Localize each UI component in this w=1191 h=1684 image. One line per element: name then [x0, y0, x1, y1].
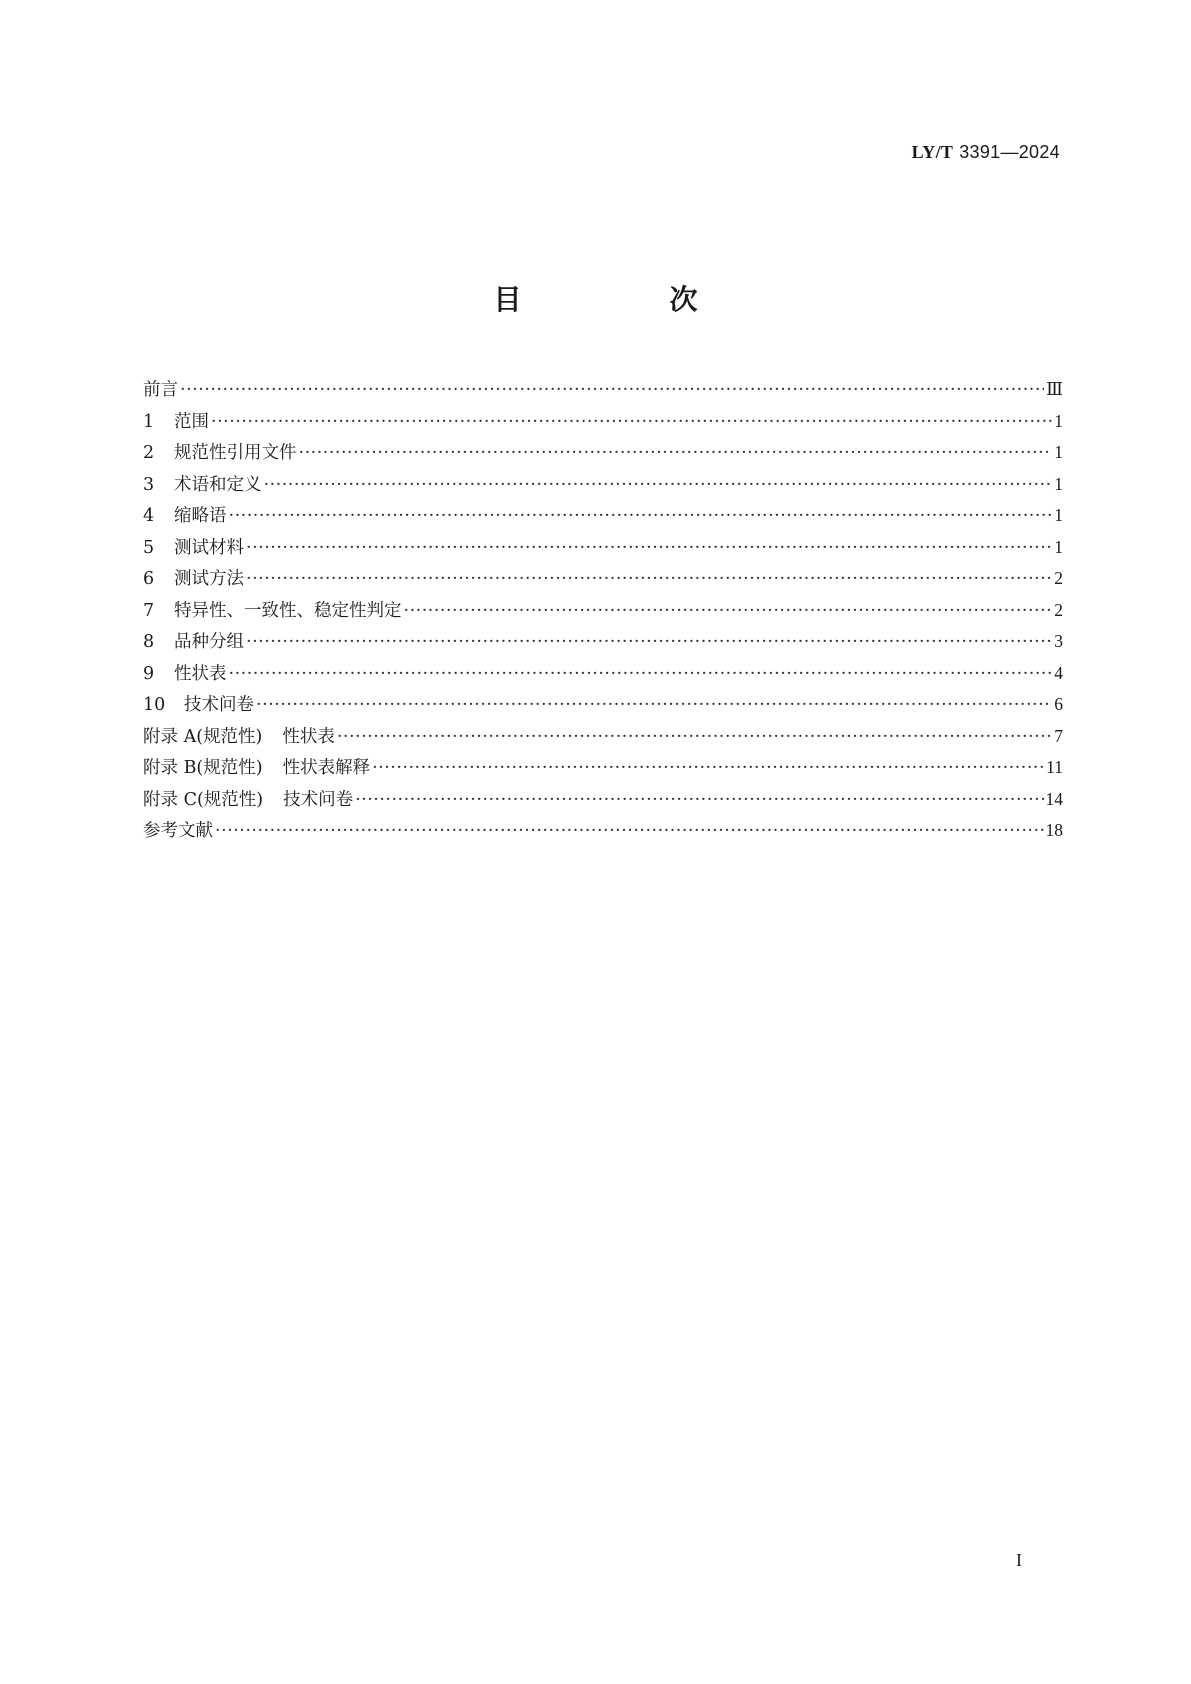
toc-dot-leader	[229, 501, 1053, 533]
toc-entry-5[interactable]	[143, 532, 1063, 564]
toc-entry-page: 1	[1054, 442, 1063, 462]
toc-entry-page: 3	[1054, 631, 1063, 651]
page-number: I	[1016, 1550, 1022, 1570]
toc-entry-label: 附录 B(规范性) 性状表解释	[143, 758, 371, 778]
toc-entry-number: 7	[143, 600, 155, 621]
toc-entry-7[interactable]	[143, 595, 1063, 627]
toc-entry-number: 6	[143, 569, 155, 589]
toc-dot-leader	[404, 596, 1053, 628]
toc-entry-10[interactable]	[143, 689, 1063, 721]
toc-entry-number: 3	[143, 474, 155, 495]
toc-entry-number: 9	[143, 663, 155, 684]
toc-entry-number: 5	[143, 537, 155, 558]
toc-entry-page: 4	[1054, 662, 1063, 683]
toc-entry-label: 参考文献	[143, 821, 213, 841]
toc-entry-page: 18	[1045, 820, 1063, 840]
toc-entry-label: 前言	[143, 380, 178, 400]
toc-entry-label: 附录 C(规范性) 技术问卷	[143, 789, 354, 810]
toc-entry-page: 14	[1045, 788, 1063, 809]
toc-entry-number: 4	[143, 506, 155, 526]
toc-entry-page: 2	[1054, 568, 1063, 588]
toc-dot-leader	[299, 438, 1053, 470]
toc-entry-page: 1	[1054, 505, 1063, 525]
toc-entry-8[interactable]	[143, 626, 1063, 658]
toc-entry-label: 6 测试方法	[143, 564, 246, 596]
toc-entry-page: 6	[1054, 694, 1063, 714]
toc-entry-number: 2	[143, 443, 155, 463]
toc-dot-leader	[337, 722, 1052, 754]
toc-entry-label: 2 规范性引用文件	[143, 438, 299, 470]
toc-entry-label: 附录 A(规范性) 性状表	[143, 726, 335, 747]
toc-entry-label: 1 范围	[143, 407, 211, 439]
toc-entry-label: 8 品种分组	[143, 627, 246, 659]
toc-entry-4[interactable]	[143, 500, 1063, 532]
toc-entry-bibliography[interactable]	[143, 815, 1063, 847]
toc-entry-annex-b[interactable]	[143, 752, 1063, 784]
toc-entry-label: 9 性状表	[143, 659, 229, 691]
standard-prefix: LY/T	[911, 142, 954, 162]
toc-entry-page: 1	[1054, 410, 1063, 431]
toc-title: 目 次	[493, 283, 758, 316]
toc-dot-leader	[246, 533, 1052, 565]
toc-entry-number: 10	[143, 695, 166, 715]
toc-entry-annex-c[interactable]	[143, 784, 1063, 816]
table-of-contents	[143, 374, 1063, 847]
toc-entry-label: 7 特异性、一致性、稳定性判定	[143, 596, 404, 628]
toc-entry-9[interactable]	[143, 658, 1063, 690]
toc-entry-page: 2	[1054, 599, 1063, 620]
toc-entry-3[interactable]	[143, 469, 1063, 501]
toc-dot-leader	[355, 785, 1043, 817]
toc-entry-1[interactable]	[143, 406, 1063, 438]
toc-entry-label: 3 术语和定义	[143, 470, 264, 502]
toc-entry-number: 1	[143, 411, 155, 432]
toc-dot-leader	[372, 753, 1044, 785]
toc-entry-label: 10 技术问卷	[143, 690, 256, 722]
toc-dot-leader	[211, 407, 1052, 439]
toc-entry-foreword[interactable]	[143, 374, 1063, 406]
toc-entry-2[interactable]	[143, 437, 1063, 469]
toc-entry-page: 7	[1054, 725, 1063, 746]
toc-entry-annex-a[interactable]	[143, 721, 1063, 753]
toc-dot-leader	[246, 564, 1052, 596]
toc-entry-page: 1	[1054, 536, 1063, 557]
toc-entry-number: 8	[143, 632, 155, 652]
toc-entry-6[interactable]	[143, 563, 1063, 595]
toc-entry-label: 5 测试材料	[143, 533, 246, 565]
toc-dot-leader	[246, 627, 1052, 659]
toc-entry-label: 4 缩略语	[143, 501, 229, 533]
toc-dot-leader	[256, 690, 1052, 722]
toc-entry-page: 11	[1046, 757, 1063, 777]
standard-code	[912, 142, 1060, 163]
toc-dot-leader	[229, 659, 1053, 691]
toc-dot-leader	[264, 470, 1053, 502]
standard-number: 3391—2024	[959, 142, 1060, 162]
toc-entry-page: 1	[1054, 473, 1063, 494]
toc-dot-leader	[180, 375, 1044, 407]
toc-entry-page: Ⅲ	[1046, 379, 1063, 399]
toc-dot-leader	[215, 816, 1044, 848]
